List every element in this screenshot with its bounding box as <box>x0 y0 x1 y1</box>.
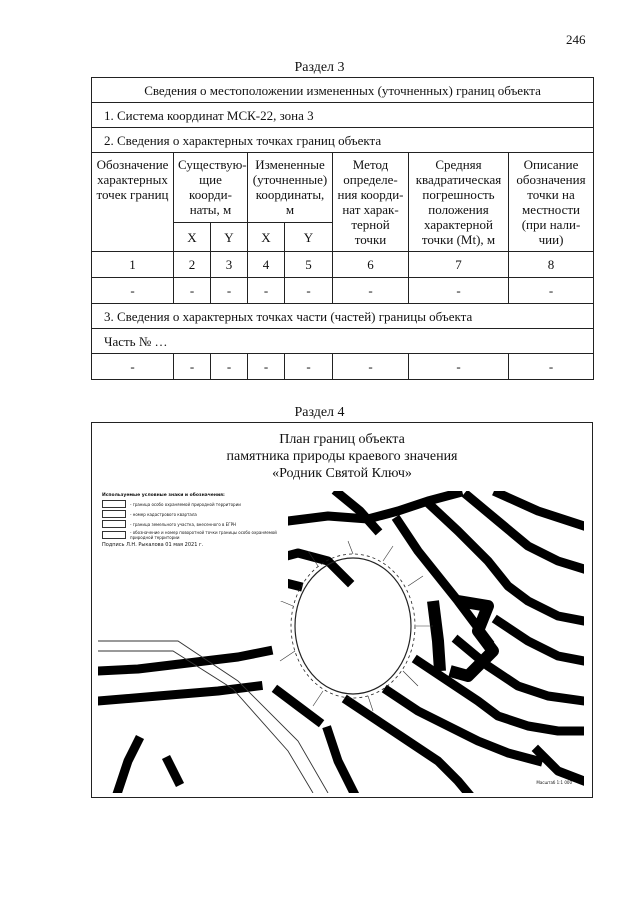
empty-cell: - <box>211 278 248 304</box>
col-number: 4 <box>248 252 285 278</box>
empty-cell: - <box>509 354 594 380</box>
header-x-existing: X <box>174 223 211 252</box>
plan-title-line-2: памятника природы краевого значения <box>226 449 458 464</box>
header-y-existing: Y <box>211 223 248 252</box>
empty-cell: - <box>92 278 174 304</box>
header-existing-coords: Существую-щие коорди-наты, м <box>174 153 248 223</box>
legend-item <box>102 510 282 518</box>
col-number: 1 <box>92 252 174 278</box>
empty-cell: - <box>174 354 211 380</box>
header-description: Описание обозначения точки на местности (при нали-чии) <box>509 153 594 252</box>
col-number: 7 <box>409 252 509 278</box>
legend-item <box>102 520 282 528</box>
empty-cell: - <box>92 354 174 380</box>
map-scale: Масштаб 1:1 000 <box>536 780 572 785</box>
legend-swatch <box>102 531 126 539</box>
col-number: 3 <box>211 252 248 278</box>
legend-swatch <box>102 520 126 528</box>
legend-signature: Подпись Л.Н. Рыкалова 01 мая 2021 г. <box>102 542 204 548</box>
points-header-row: 2. Сведения о характерных точках границ объекта <box>92 128 594 153</box>
legend-item-label: - граница особо охраняемой природной территории <box>130 501 241 507</box>
empty-cell: - <box>285 278 333 304</box>
legend-swatch <box>102 510 126 518</box>
empty-cell: - <box>409 354 509 380</box>
header-changed-coords: Измененные (уточненные) координаты, м <box>248 153 333 223</box>
col-number: 5 <box>285 252 333 278</box>
section-4-title: Раздел 4 <box>294 405 345 420</box>
header-error: Средняя квадратическая погрешность положения характерной точки (Mt), м <box>409 153 509 252</box>
boundary-plan-frame <box>91 422 593 798</box>
boundary-table <box>91 77 594 380</box>
legend-item <box>102 530 282 540</box>
col-number: 8 <box>509 252 594 278</box>
legend-item <box>102 500 282 508</box>
empty-cell: - <box>509 278 594 304</box>
empty-cell: - <box>174 278 211 304</box>
col-number: 2 <box>174 252 211 278</box>
table-title: Сведения о местоположении измененных (уточненных) границ объекта <box>92 78 594 103</box>
map-legend <box>102 493 282 548</box>
legend-title: Используемые условные знаки и обозначения: <box>102 493 225 498</box>
empty-cell: - <box>333 278 409 304</box>
empty-cell: - <box>285 354 333 380</box>
legend-item-label: - номер кадастрового квартала <box>130 511 197 517</box>
empty-cell: - <box>211 354 248 380</box>
plan-title-line-3: «Родник Святой Ключ» <box>272 466 412 481</box>
header-y-changed: Y <box>285 223 333 252</box>
empty-cell: - <box>248 354 285 380</box>
empty-cell: - <box>248 278 285 304</box>
legend-item-label: - обозначение и номер поворотной точки границы особо охраняемой природной территории <box>130 530 277 540</box>
header-method: Метод определе-ния коорди-нат харак-терной точки <box>333 153 409 252</box>
page-number: 246 <box>566 32 586 47</box>
empty-cell: - <box>409 278 509 304</box>
header-x-changed: X <box>248 223 285 252</box>
part-number-row: Часть № … <box>92 329 594 354</box>
legend-item-label: - граница земельного участка, внесенного в ЕГРН <box>130 521 237 527</box>
parts-header-row: 3. Сведения о характерных точках части (частей) границы объекта <box>92 304 594 329</box>
coord-system-row: 1. Система координат МСК-22, зона 3 <box>92 103 594 128</box>
section-3-title: Раздел 3 <box>294 60 345 75</box>
legend-swatch <box>102 500 126 508</box>
empty-cell: - <box>333 354 409 380</box>
col-number: 6 <box>333 252 409 278</box>
boundary-map <box>98 491 584 793</box>
plan-title-line-1: План границ объекта <box>279 432 405 447</box>
header-point-designation: Обозначение характерных точек границ <box>92 153 174 252</box>
